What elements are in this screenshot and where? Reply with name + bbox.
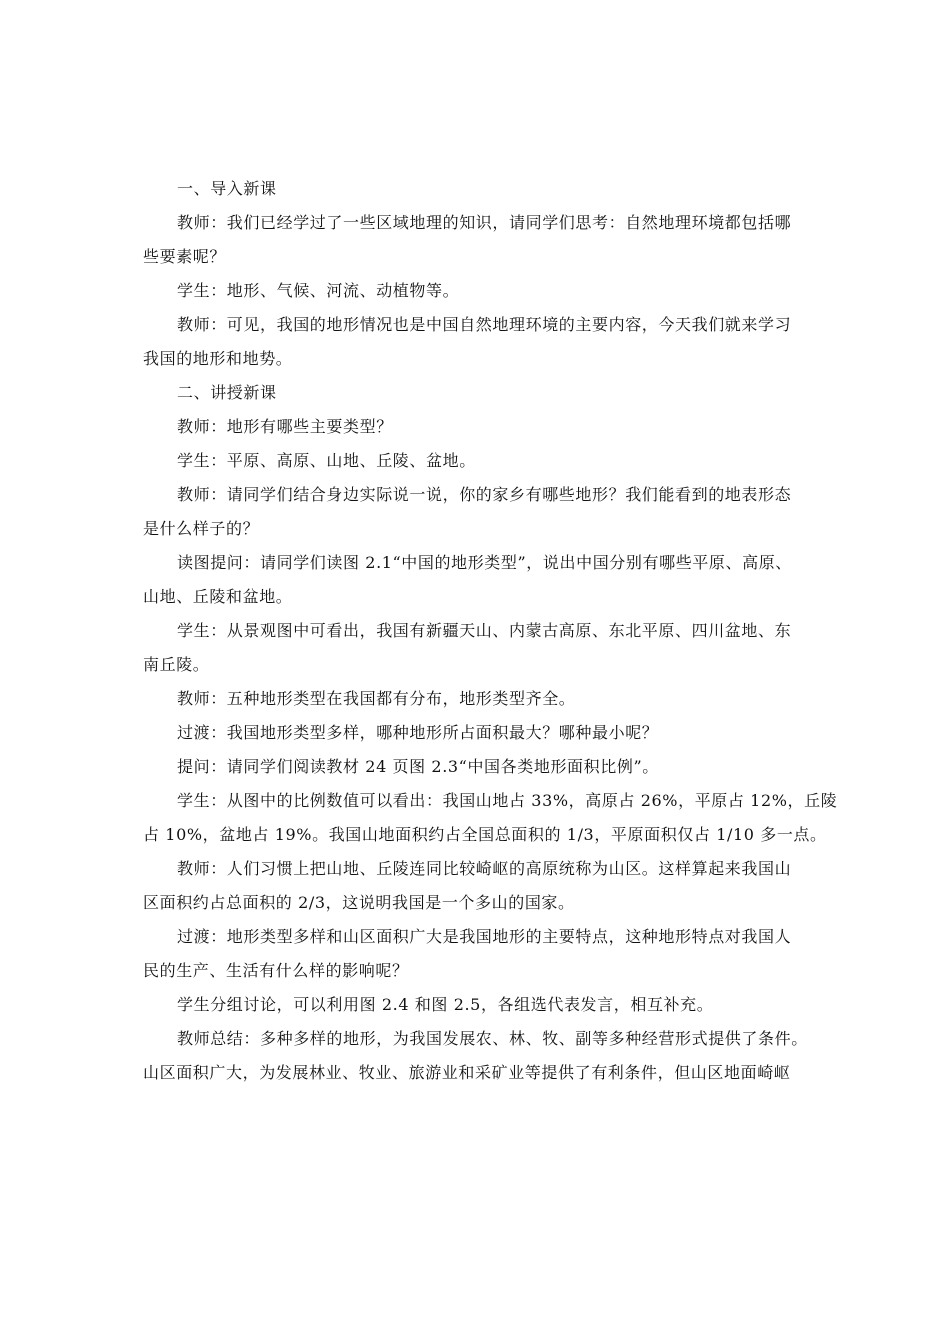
paragraph-line: 山地、丘陵和盆地。 [143,587,293,606]
paragraph-line: 区面积约占总面积的 2/3，这说明我国是一个多山的国家。 [143,893,575,912]
paragraph-line: 学生：从景观图中可看出，我国有新疆天山、内蒙古高原、东北平原、四川盆地、东 [177,621,792,640]
paragraph-line: 教师总结：多种多样的地形，为我国发展农、林、牧、副等多种经营形式提供了条件。 [177,1029,808,1048]
paragraph-line: 提问：请同学们阅读教材 24 页图 2.3“中国各类地形面积比例”。 [177,757,659,776]
paragraph-line: 教师：五种地形类型在我国都有分布，地形类型齐全。 [177,689,576,708]
paragraph-line: 学生：地形、气候、河流、动植物等。 [177,281,460,300]
paragraph-line: 是什么样子的？ [143,519,260,538]
paragraph-line: 教师：可见，我国的地形情况也是中国自然地理环境的主要内容，今天我们就来学习 [177,315,792,334]
paragraph-line: 过渡：我国地形类型多样，哪种地形所占面积最大？哪种最小呢？ [177,723,659,742]
paragraph-line: 我国的地形和地势。 [143,349,293,368]
paragraph-line: 读图提问：请同学们读图 2.1“中国的地形类型”，说出中国分别有哪些平原、高原、 [177,553,792,572]
paragraph-line: 些要素呢？ [143,247,227,266]
paragraph-line: 教师：人们习惯上把山地、丘陵连同比较崎岖的高原统称为山区。这样算起来我国山 [177,859,792,878]
paragraph-line: 学生：从图中的比例数值可以看出：我国山地占 33%，高原占 26%，平原占 12%，丘陵 [177,791,838,810]
paragraph-line: 南丘陵。 [143,655,210,674]
paragraph-line: 教师：我们已经学过了一些区域地理的知识，请同学们思考：自然地理环境都包括哪 [177,213,792,232]
paragraph-line: 过渡：地形类型多样和山区面积广大是我国地形的主要特点，这种地形特点对我国人 [177,927,792,946]
paragraph-line: 占 10%，盆地占 19%。我国山地面积约占全国总面积的 1/3，平原面积仅占 1/10 多一点。 [143,825,827,844]
section-heading-new-lesson: 二、讲授新课 [177,383,277,402]
paragraph-line: 教师：请同学们结合身边实际说一说，你的家乡有哪些地形？我们能看到的地表形态 [177,485,792,504]
lesson-text [143,172,838,1090]
paragraph-line: 学生：平原、高原、山地、丘陵、盆地。 [177,451,476,470]
paragraph-line: 学生分组讨论，可以利用图 2.4 和图 2.5，各组选代表发言，相互补充。 [177,995,714,1014]
paragraph-line: 教师：地形有哪些主要类型？ [177,417,393,436]
paragraph-line: 山区面积广大，为发展林业、牧业、旅游业和采矿业等提供了有利条件，但山区地面崎岖 [143,1063,791,1082]
paragraph-line: 民的生产、生活有什么样的影响呢？ [143,961,409,980]
section-heading-intro: 一、导入新课 [177,179,277,198]
